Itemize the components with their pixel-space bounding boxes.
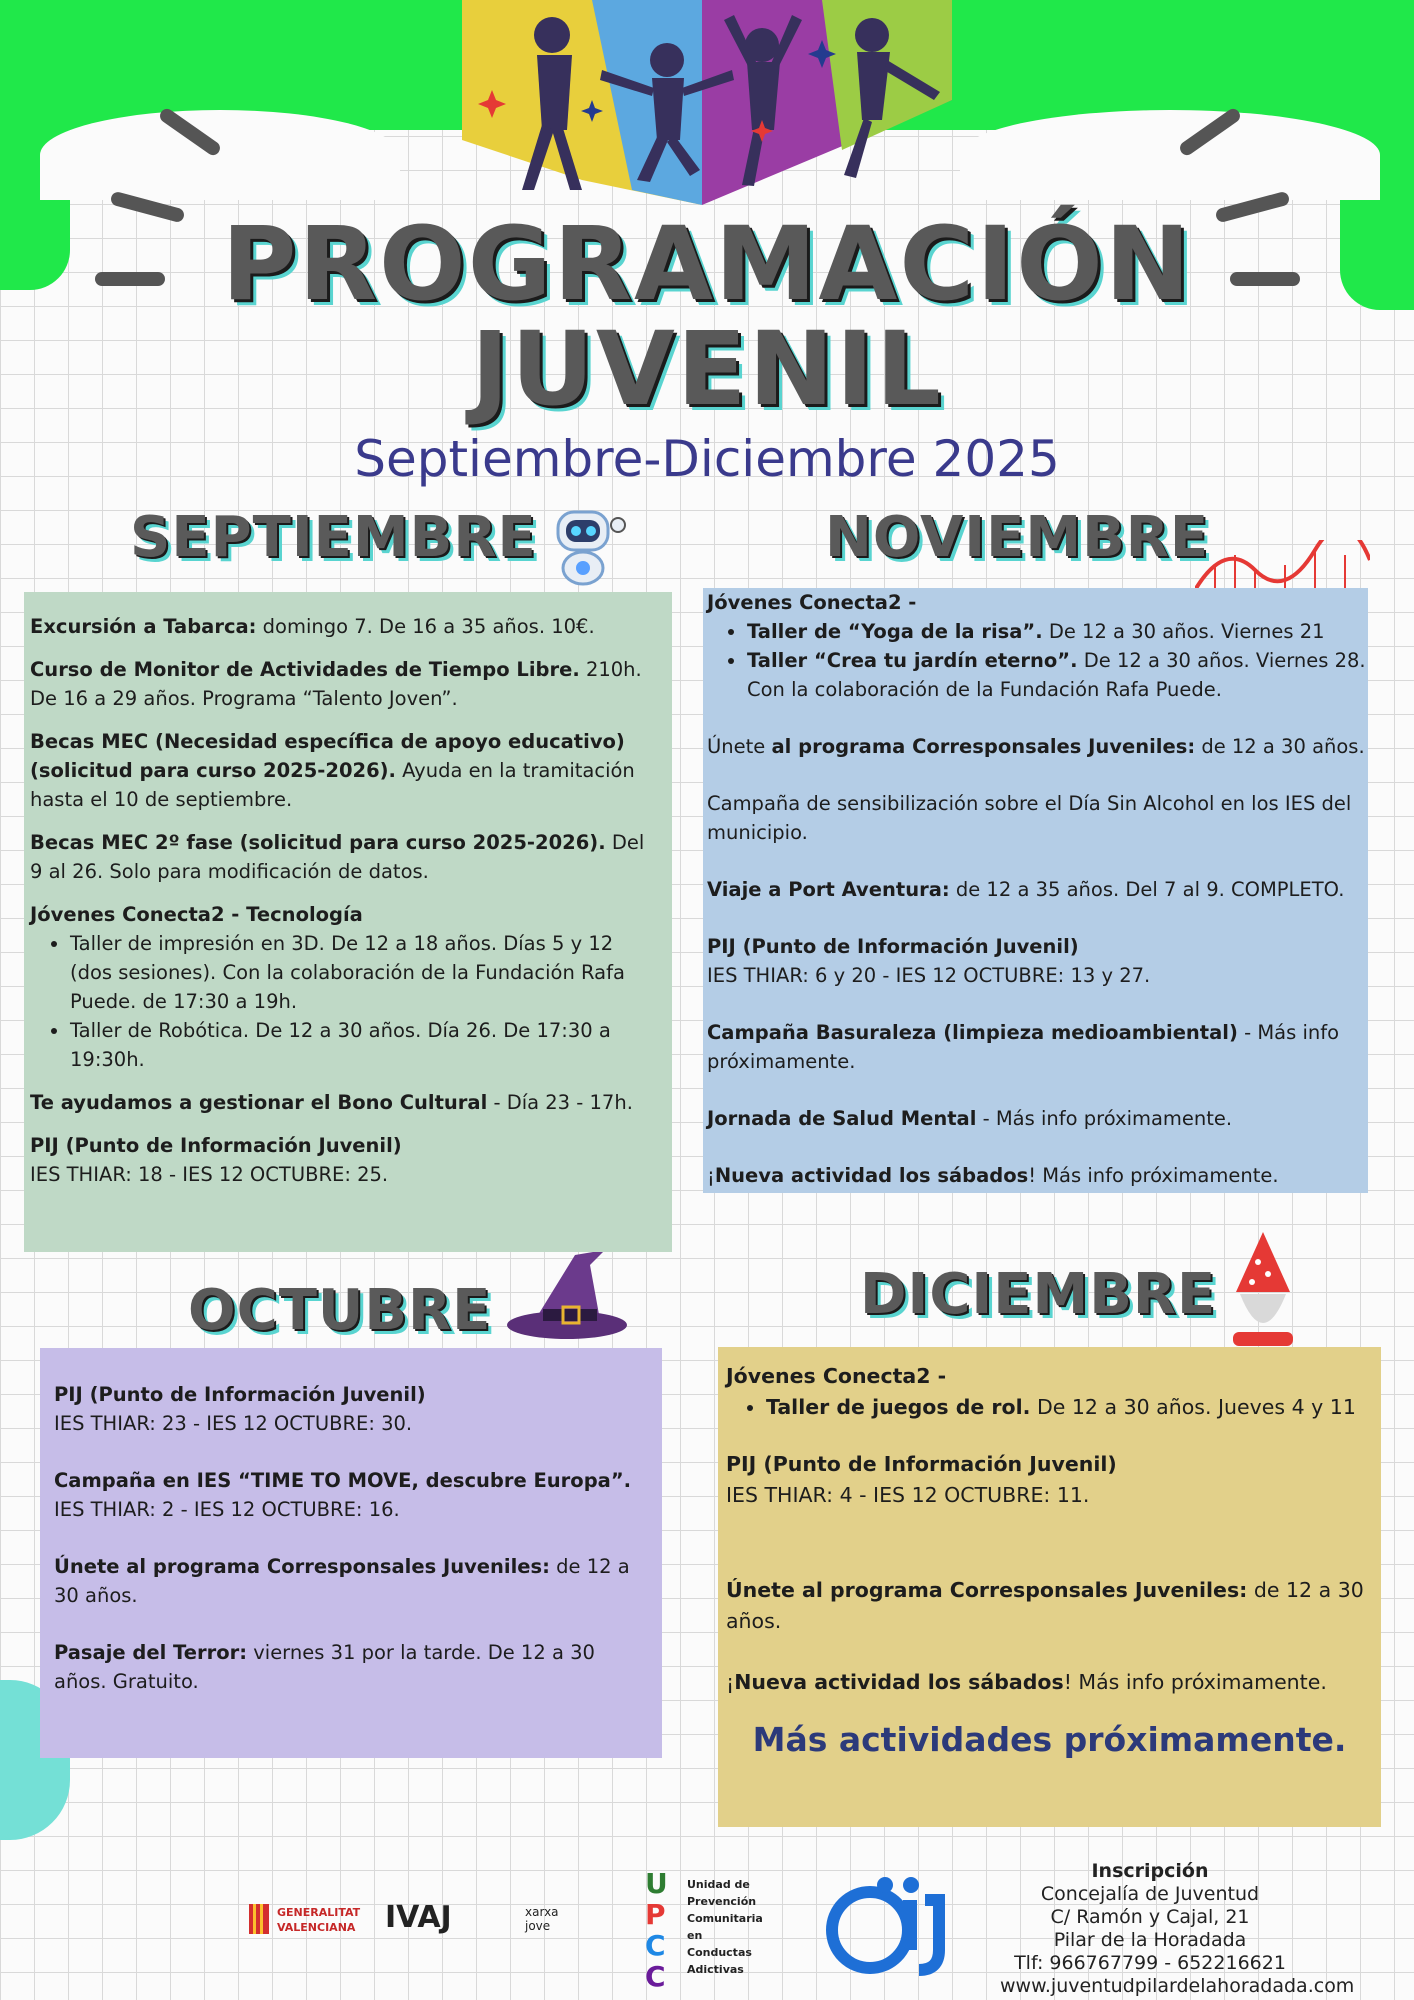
septiembre-item-title: Becas MEC (Necesidad específica de apoyo educativo) (solicitud para curso 2025-2026).	[30, 730, 625, 782]
septiembre-item	[30, 612, 652, 641]
diciembre-more-activities: Más actividades próximamente.	[752, 1720, 1347, 1759]
septiembre-bono-bold: Te ayudamos a gestionar el Bono Cultural	[30, 1091, 488, 1114]
upcca-line: Unidad de	[687, 1878, 750, 1891]
noviembre-taller-yoga-text: De 12 a 30 años. Viernes 21	[1042, 620, 1325, 643]
octubre-corr-text: de 12 a 30 años.	[54, 1555, 630, 1607]
witch-hat-icon	[505, 1245, 630, 1345]
diciembre-corr-bold: Únete al programa Corresponsales Juveniles:	[726, 1578, 1248, 1602]
panel-octubre	[40, 1348, 662, 1758]
upcca-line: Comunitaria	[687, 1912, 763, 1925]
octubre-pij-text: IES THIAR: 23 - IES 12 OCTUBRE: 30.	[54, 1412, 413, 1435]
inscripcion-lines	[1000, 1883, 1355, 1998]
upcca-letters: U P C C	[645, 1867, 668, 1993]
septiembre-item-title: Curso de Monitor de Actividades de Tiempo Libre.	[30, 658, 580, 681]
top-slime-curve-right	[960, 110, 1380, 200]
noviembre-conecta-title: Jóvenes Conecta2 -	[707, 591, 917, 614]
noviembre-pij-title: PIJ (Punto de Información Juvenil)	[707, 935, 1079, 958]
list-item: • Taller de Robótica. De 12 a 30 años. Día 26. De 17:30 a 19:30h.	[70, 1016, 652, 1074]
diciembre-taller-rol: Taller de juegos de rol.	[766, 1395, 1031, 1419]
diciembre-conecta-title: Jóvenes Conecta2 -	[726, 1364, 947, 1388]
robot-icon	[540, 500, 630, 590]
septiembre-item	[30, 655, 652, 713]
inscripcion-line[interactable]: www.juventudpilardelahoradada.com	[1000, 1975, 1355, 1997]
inscripcion-line: Pilar de la Horadada	[1053, 1929, 1247, 1951]
inscripcion-block	[1000, 1860, 1355, 1998]
noviembre-sab-bold: Nueva actividad los sábados	[714, 1164, 1029, 1187]
xarxa-jove-logo: xarxa jove	[525, 1905, 559, 1933]
noviembre-taller-yoga: Taller de “Yoga de la risa”.	[747, 620, 1043, 643]
septiembre-item-text: domingo 7. De 16 a 35 años. 10€.	[256, 615, 595, 638]
generalitat-logo	[245, 1900, 365, 1944]
heading-septiembre: SEPTIEMBRE	[130, 505, 537, 570]
heading-octubre: OCTUBRE	[188, 1278, 492, 1343]
diciembre-pij-title: PIJ (Punto de Información Juvenil)	[726, 1452, 1117, 1476]
septiembre-item	[30, 727, 652, 814]
noviembre-pij-text: IES THIAR: 6 y 20 - IES 12 OCTUBRE: 13 y 27.	[707, 964, 1151, 987]
inscripcion-line: C/ Ramón y Cajal, 21	[1050, 1906, 1250, 1928]
diciembre-sab-text: ! Más info próximamente.	[1063, 1670, 1327, 1694]
list-item	[747, 646, 1368, 704]
generalitat-crest-icon	[245, 1900, 273, 1942]
heading-noviembre: NOVIEMBRE	[825, 505, 1210, 570]
octubre-pij-title: PIJ (Punto de Información Juvenil)	[54, 1383, 426, 1406]
list-item: • Taller de impresión en 3D. De 12 a 18 años. Días 5 y 12 (dos sesiones). Con la colaboración de la Fundación Rafa Puede. de 17:30 a 19h.	[70, 929, 652, 1016]
noviembre-sab-text: ! Más info próximamente.	[1028, 1164, 1279, 1187]
inscripcion-line: Concejalía de Juventud	[1040, 1883, 1260, 1905]
cij-logo	[825, 1870, 955, 1980]
octubre-campana-text: IES THIAR: 2 - IES 12 OCTUBRE: 16.	[54, 1498, 400, 1521]
noviembre-corr-pre: Únete	[707, 735, 772, 758]
upcca-logo	[645, 1867, 763, 1993]
noviembre-corr-text: de 12 a 30 años.	[1195, 735, 1365, 758]
generalitat-text: GENERALITAT VALENCIANA	[277, 1906, 361, 1934]
septiembre-item-title: Becas MEC 2º fase (solicitud para curso 2025-2026).	[30, 831, 606, 854]
inscripcion-line: Tlf: 966767799 - 652216621	[1014, 1952, 1286, 1974]
septiembre-item-title: Excursión a Tabarca:	[30, 615, 257, 638]
page-title-line2: JUVENIL	[471, 310, 943, 429]
noviembre-taller-jardin-text: De 12 a 30 años. Viernes 28. Con la colaboración de la Fundación Rafa Puede.	[747, 649, 1366, 701]
page-title-line1: PROGRAMACIÓN	[221, 205, 1193, 324]
noviembre-viaje-text: de 12 a 35 años. Del 7 al 9. COMPLETO.	[949, 878, 1345, 901]
noviembre-conecta-list	[707, 617, 1368, 704]
gnome-icon	[1228, 1232, 1298, 1347]
noviembre-basuraleza-bold: Campaña Basuraleza (limpieza medioambiental)	[707, 1021, 1238, 1044]
octubre-corr-bold: Únete al programa Corresponsales Juveniles:	[54, 1555, 550, 1578]
diciembre-corr-text: de 12 a 30 años.	[726, 1578, 1364, 1633]
noviembre-campana: Campaña de sensibilización sobre el Día Sin Alcohol en los IES del municipio.	[707, 792, 1352, 844]
diciembre-sab-pre: ¡	[726, 1670, 735, 1694]
list-item	[766, 1392, 1373, 1423]
noviembre-salud-text: - Más info próximamente.	[976, 1107, 1233, 1130]
septiembre-conecta-title: Jóvenes Conecta2 - Tecnología	[30, 903, 363, 926]
panel-noviembre	[703, 588, 1368, 1193]
septiembre-pij-title: PIJ (Punto de Información Juvenil)	[30, 1134, 402, 1157]
panel-diciembre	[718, 1347, 1381, 1827]
octubre-campana-bold: Campaña en IES “TIME TO MOVE, descubre Europa”.	[54, 1469, 632, 1492]
diciembre-sab-bold: Nueva actividad los sábados	[734, 1670, 1064, 1694]
septiembre-item-text: 210h. De 16 a 29 años. Programa “Talento Joven”.	[30, 658, 642, 710]
noviembre-corr-bold: al programa Corresponsales Juveniles:	[771, 735, 1196, 758]
octubre-terror-bold: Pasaje del Terror:	[54, 1641, 248, 1664]
top-slime-curve-left	[40, 110, 400, 200]
septiembre-items	[30, 612, 652, 886]
diciembre-pij-text: IES THIAR: 4 - IES 12 OCTUBRE: 11.	[726, 1483, 1090, 1507]
upcca-line: Prevención	[687, 1895, 757, 1908]
upcca-line: Adictivas	[687, 1963, 744, 1976]
diciembre-taller-rol-text: De 12 a 30 años. Jueves 4 y 11	[1030, 1395, 1356, 1419]
upcca-line: en Conductas	[687, 1929, 752, 1959]
septiembre-item-text: Ayuda en la tramitación hasta el 10 de septiembre.	[30, 759, 635, 811]
noviembre-basuraleza-text: - Más info próximamente.	[707, 1021, 1340, 1073]
noviembre-taller-jardin: Taller “Crea tu jardín eterno”.	[747, 649, 1078, 672]
list-item	[747, 617, 1368, 646]
septiembre-item-text: Del 9 al 26. Solo para modificación de datos.	[30, 831, 645, 883]
noviembre-viaje-bold: Viaje a Port Aventura:	[707, 878, 950, 901]
septiembre-pij-text: IES THIAR: 18 - IES 12 OCTUBRE: 25.	[30, 1163, 389, 1186]
jumping-youth-illustration	[462, 0, 952, 205]
panel-septiembre	[24, 592, 672, 1252]
octubre-terror-text: viernes 31 por la tarde. De 12 a 30 años. Gratuito.	[54, 1641, 595, 1693]
ivaj-logo: IVAJ	[385, 1900, 452, 1935]
roller-coaster-icon	[1195, 540, 1370, 595]
heading-diciembre: DICIEMBRE	[860, 1262, 1217, 1327]
septiembre-item	[30, 828, 652, 886]
upcca-text	[687, 1876, 763, 1978]
diciembre-conecta-list	[726, 1392, 1373, 1423]
noviembre-sab-pre: ¡	[707, 1164, 715, 1187]
septiembre-bono-text: - Día 23 - 17h.	[487, 1091, 633, 1114]
noviembre-salud-bold: Jornada de Salud Mental	[707, 1107, 977, 1130]
septiembre-conecta-list	[30, 929, 652, 1074]
cij-logo-icon	[825, 1870, 955, 1980]
page-subtitle: Septiembre-Diciembre 2025	[354, 430, 1060, 488]
inscripcion-title: Inscripción	[1091, 1860, 1209, 1882]
